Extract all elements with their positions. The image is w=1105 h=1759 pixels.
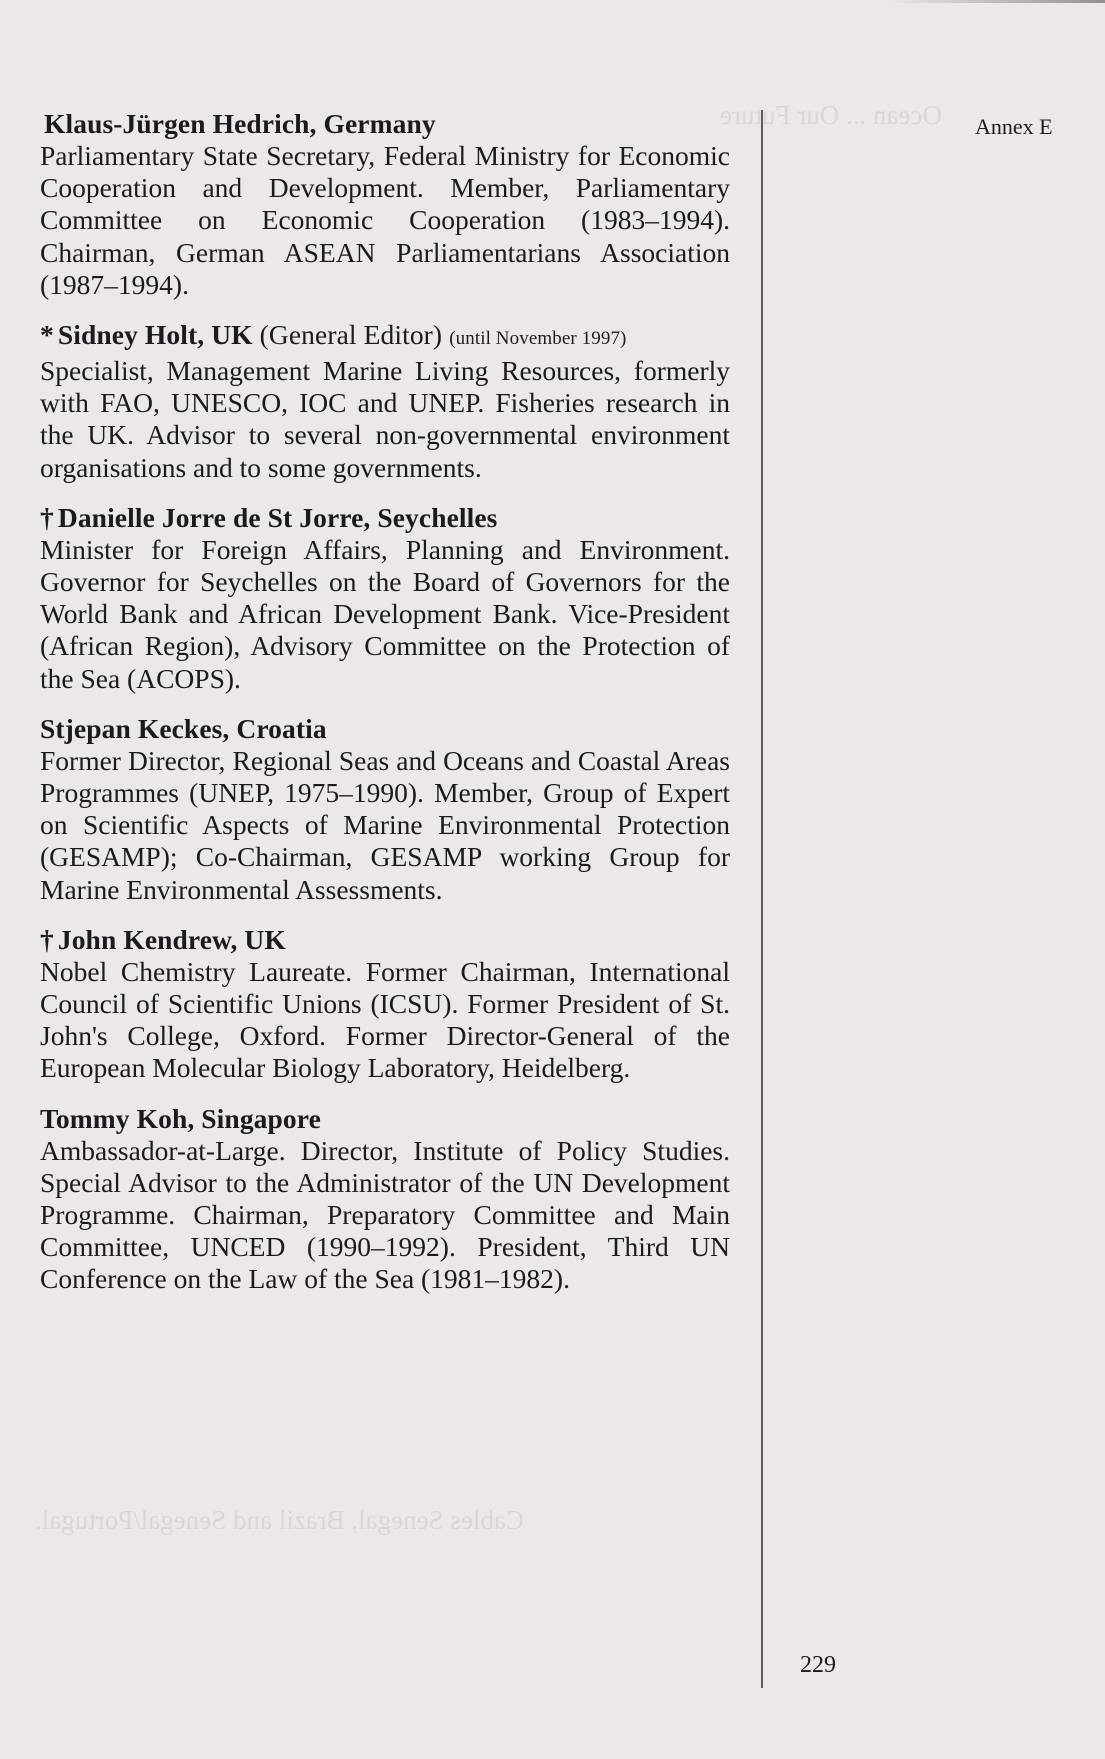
biography-entry [40, 319, 730, 484]
entry-heading [40, 319, 730, 355]
entry-heading [40, 1103, 730, 1135]
entry-heading [40, 713, 730, 745]
entry-heading [40, 108, 730, 140]
person-name: Danielle Jorre de St Jorre, Seychelles [57, 501, 498, 533]
entry-heading [40, 924, 730, 956]
entry-heading [40, 502, 730, 534]
entry-description: Minister for Foreign Affairs, Planning and Environment. Governor for Seychelles on the Board of Governors for the World Bank and African Development Bank. Vice-President (African Region), Advisory Committee on the Protection of the Sea (ACOPS). [40, 533, 730, 694]
entry-description: Ambassador-at-Large. Director, Institute of Policy Studies. Special Advisor to the Administrator of the UN Development Programme. Chairman, Preparatory Committee and Main Committee, UNCED (1990–1992). President, Third UN Conference on the Law of the Sea (1981–1982). [40, 1134, 730, 1295]
person-name: Tommy Koh, Singapore [40, 1102, 321, 1134]
biography-entry [40, 924, 730, 1085]
dagger-deceased-icon: † [40, 923, 54, 955]
running-head: Annex E [975, 114, 1053, 139]
column-divider [761, 110, 763, 1688]
entry-description: Specialist, Management Marine Living Resources, formerly with FAO, UNESCO, IOC and UNEP. Fisheries research in the UK. Advisor to several non-governmental environment organisations and to some governments. [40, 355, 730, 483]
biography-entry [40, 713, 730, 906]
page-number: 229 [800, 1652, 836, 1678]
member-asterisk-marker: * [40, 319, 54, 351]
entry-description: Parliamentary State Secretary, Federal Ministry for Economic Cooperation and Development. Member, Parliamentary Committee on Economic Cooperation (1983–1994). Chairman, German ASEAN Parliamentarians Association (1987–1994). [40, 140, 730, 300]
person-name: Stjepan Keckes, Croatia [40, 712, 327, 744]
biography-column [40, 108, 730, 1314]
role-note: (until November 1997) [449, 328, 627, 350]
biography-entry [40, 1103, 730, 1296]
dagger-deceased-icon: † [40, 501, 54, 533]
entry-description: Former Director, Regional Seas and Oceans and Coastal Areas Programmes (UNEP, 1975–1990). Member, Group of Expert on Scientific Aspects of Marine Environmental Protection (GESAMP); Co-Chairman, GESAMP working Group for Marine Environmental Assessments. [40, 744, 730, 905]
show-through-text: Ocean ... Our Future Cables Senegal, Brazil and Senegal/Portugal. [35, 100, 942, 1535]
person-role: (General Editor) [259, 319, 443, 351]
biography-entry [40, 108, 730, 301]
biography-entry [40, 502, 730, 695]
person-name: Sidney Holt, UK [57, 319, 253, 351]
entry-description: Nobel Chemistry Laureate. Former Chairman, International Council of Scientific Unions (ICSU). Former President of St. John's College, Oxford. Former Director-General of the European Molecular Biology Laboratory, Heidelberg. [40, 955, 730, 1084]
person-name: Klaus-Jürgen Hedrich, Germany [44, 108, 436, 139]
page-edge-shadow [885, 0, 1105, 3]
person-name: John Kendrew, UK [57, 923, 286, 955]
